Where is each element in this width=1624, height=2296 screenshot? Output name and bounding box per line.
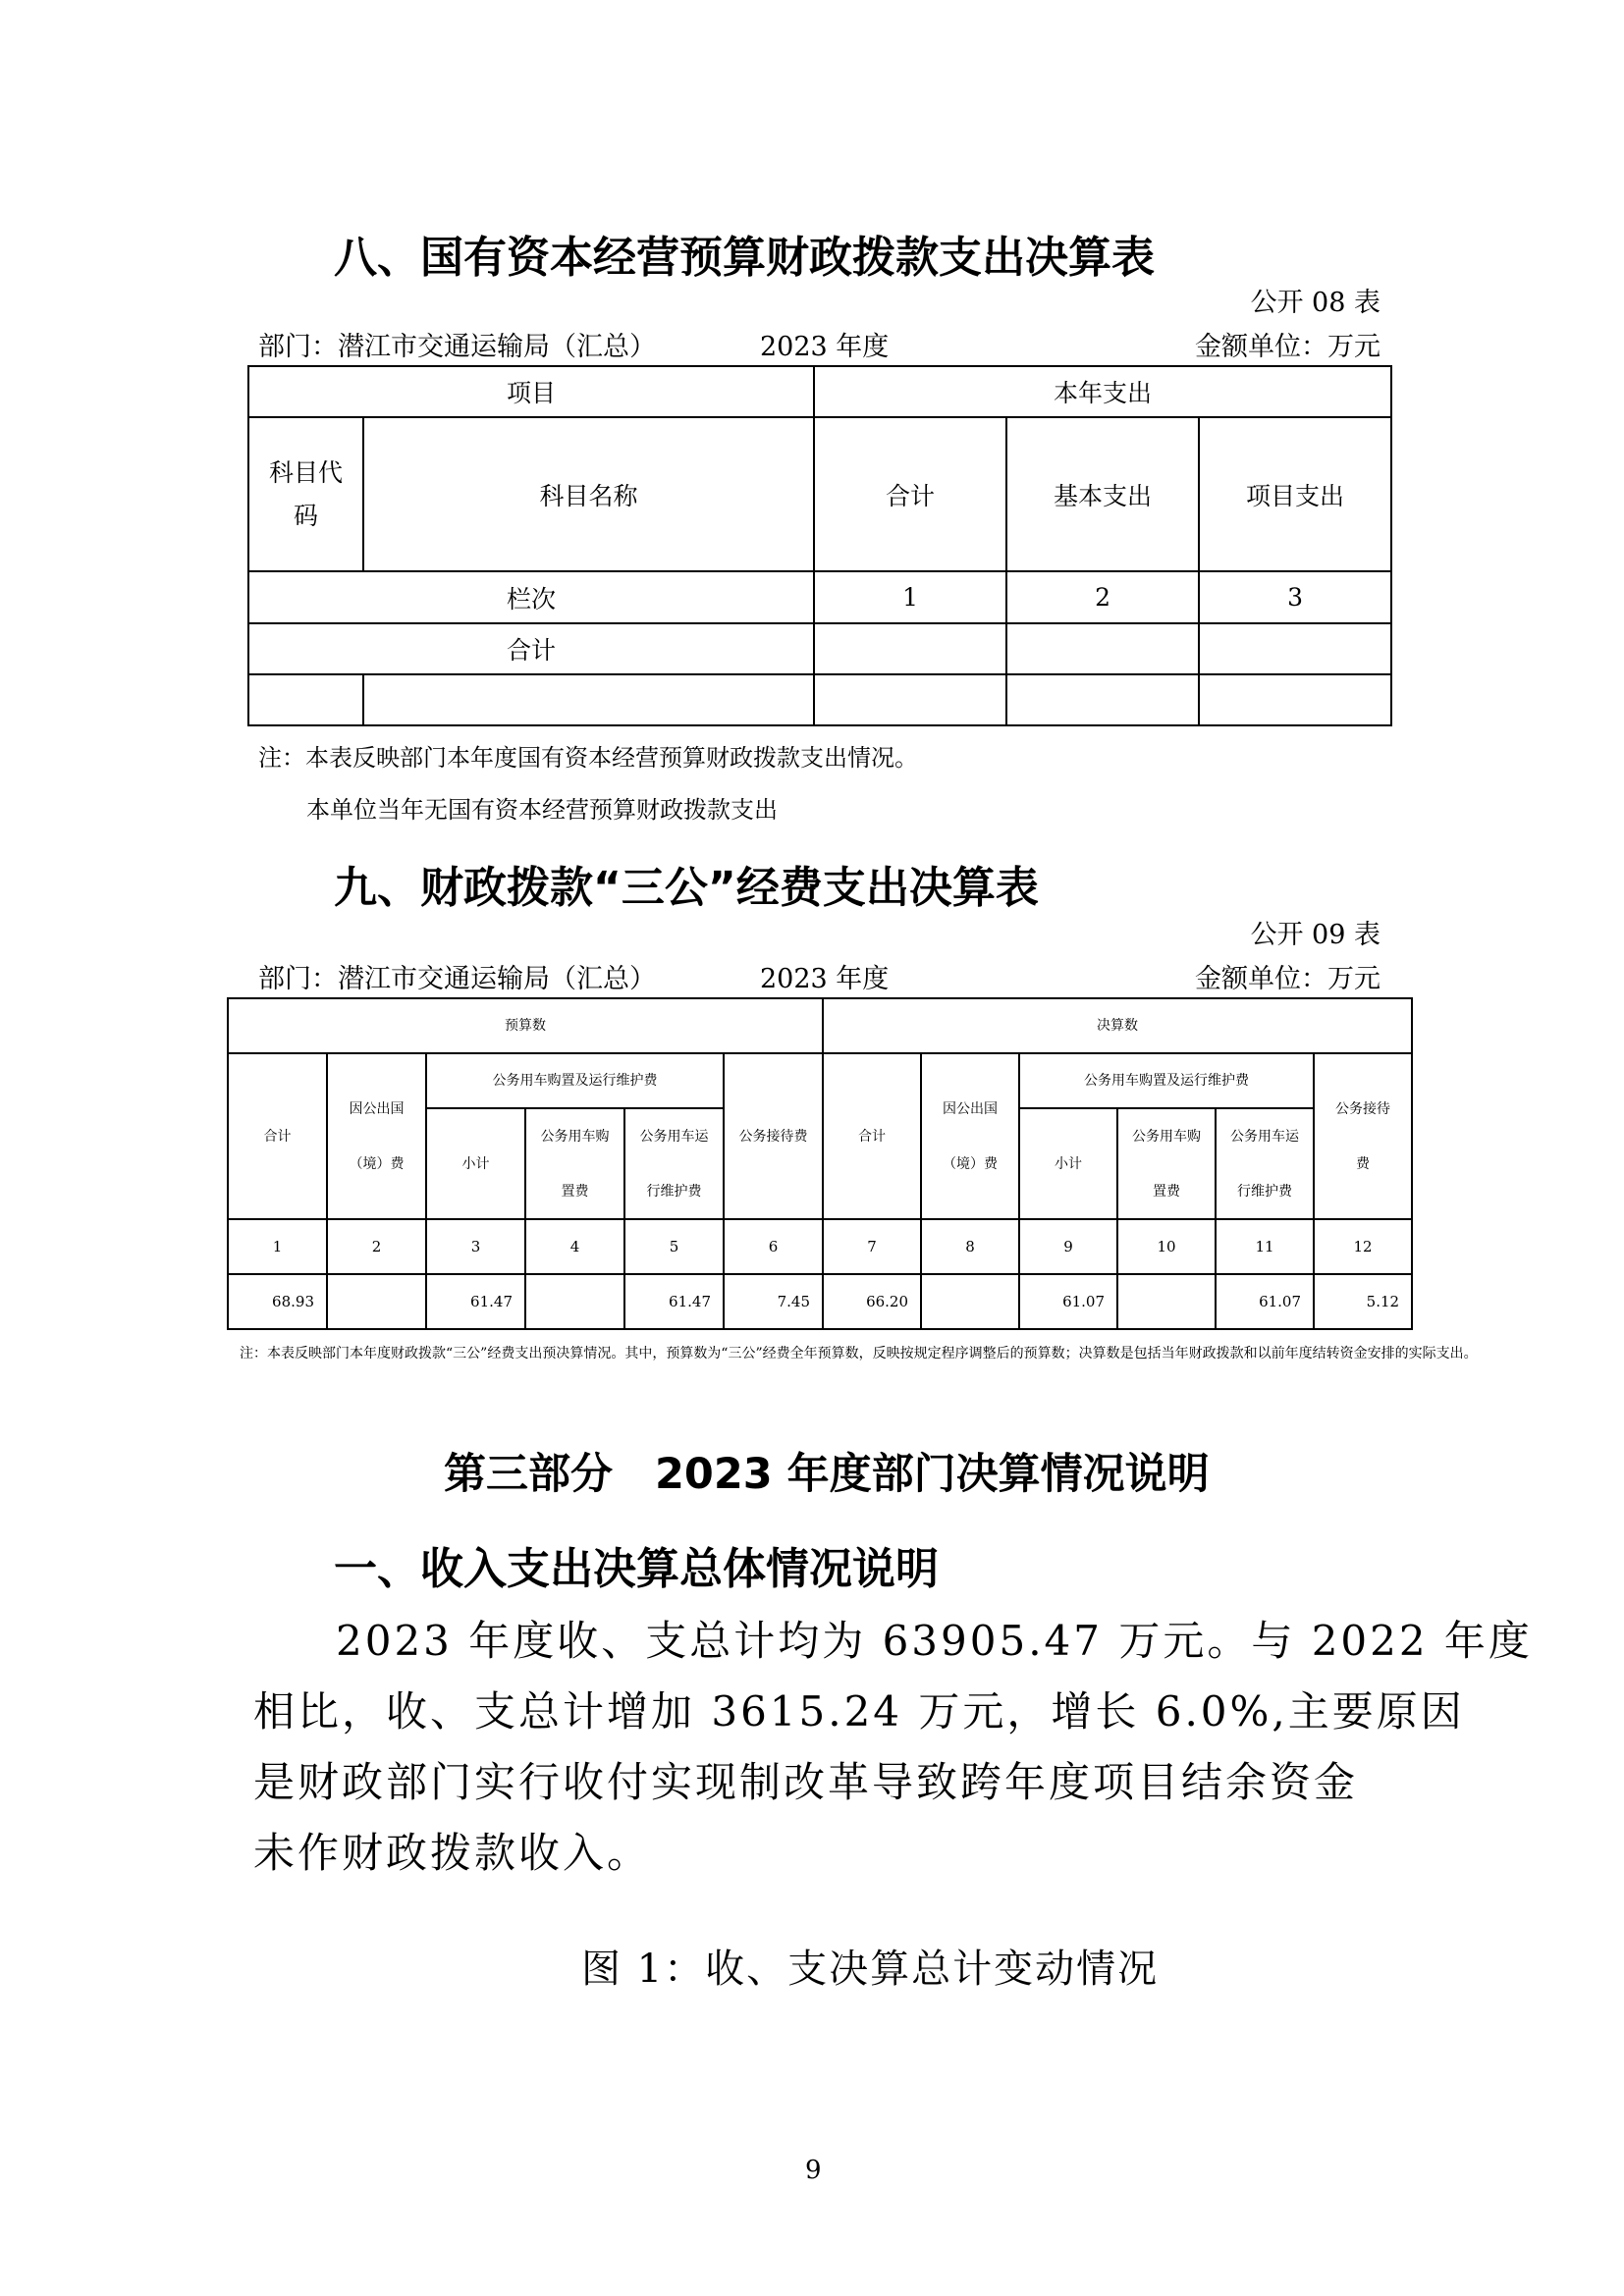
header-total: 合计 [823, 1053, 921, 1219]
index-cell: 2 [327, 1219, 426, 1274]
section9-title: 九、财政拨款“三公”经费支出决算表 [334, 863, 1039, 913]
header-abroad-line2: （境）费 [349, 1155, 405, 1172]
index-cell: 3 [426, 1219, 525, 1274]
index-cell: 8 [921, 1219, 1019, 1274]
row-index-label: 栏次 [248, 571, 814, 623]
paragraph-line: 未作财政拨款收入。 [253, 1829, 652, 1877]
header-operation-line1: 公务用车运 [1230, 1128, 1300, 1145]
header-purchase [1117, 1108, 1216, 1219]
header-purchase-line1: 公务用车购 [540, 1128, 610, 1145]
header-vehicle: 公务用车购置及运行维护费 [426, 1053, 724, 1108]
table-note: 注：本表反映部门本年度国有资本经营预算财政拨款支出情况。 [258, 744, 918, 772]
table-cell [1199, 623, 1391, 674]
header-abroad-line2: （境）费 [943, 1155, 999, 1172]
header-purchase-line2: 置费 [1153, 1183, 1181, 1200]
header-project-exp: 项目支出 [1199, 417, 1391, 571]
index-cell: 6 [724, 1219, 823, 1274]
header-code: 科目代码 [248, 417, 363, 571]
value-cell: 5.12 [1314, 1274, 1412, 1329]
header-name: 科目名称 [363, 417, 814, 571]
header-current-year: 本年支出 [814, 366, 1391, 417]
header-subtotal: 小计 [1019, 1108, 1117, 1219]
header-purchase-line1: 公务用车购 [1132, 1128, 1202, 1145]
header-reception: 公务接待费 [724, 1053, 823, 1219]
value-cell: 61.47 [624, 1274, 724, 1329]
paragraph-line: 相比，收、支总计增加 3615.24 万元，增长 6.0%,主要原因 [253, 1687, 1465, 1735]
header-reception-line2: 费 [1356, 1155, 1371, 1172]
section8-title: 八、国有资本经营预算财政拨款支出决算表 [334, 233, 1155, 283]
paragraph-line: 2023 年度收、支总计均为 63905.47 万元。与 2022 年度 [336, 1617, 1533, 1665]
value-cell: 61.47 [426, 1274, 525, 1329]
figure-caption: 图 1：收、支决算总计变动情况 [581, 1947, 1160, 1992]
state-capital-table [247, 365, 1392, 726]
table-number: 公开 09 表 [1250, 920, 1380, 950]
header-reception [1314, 1053, 1412, 1219]
header-abroad-line1: 因公出国 [349, 1100, 405, 1117]
table-cell [814, 674, 1006, 725]
table-cell [1006, 674, 1199, 725]
three-public-table [227, 997, 1413, 1330]
table-note: 注：本表反映部门本年度财政拨款“三公”经费支出预决算情况。其中，预算数为“三公”经费全年预算数，反映按规定程序调整后的预算数；决算数是包括当年财政拨款和以前年度结转资金安排的实际支出。 [240, 1346, 1478, 1362]
index-cell: 5 [624, 1219, 724, 1274]
body-paragraph [253, 1606, 1533, 1889]
header-abroad-line1: 因公出国 [943, 1100, 999, 1117]
header-subtotal: 小计 [426, 1108, 525, 1219]
unit-label: 金额单位：万元 [1195, 964, 1380, 994]
index-cell: 11 [1216, 1219, 1314, 1274]
value-cell [327, 1274, 426, 1329]
value-cell: 66.20 [823, 1274, 921, 1329]
header-operation-line1: 公务用车运 [639, 1128, 709, 1145]
row-index-cell: 1 [814, 571, 1006, 623]
row-total-label: 合计 [248, 623, 814, 674]
header-abroad [921, 1053, 1019, 1219]
row-index-cell: 2 [1006, 571, 1199, 623]
header-purchase-line2: 置费 [561, 1183, 589, 1200]
value-cell: 7.45 [724, 1274, 823, 1329]
table-note-2: 本单位当年无国有资本经营预算财政拨款支出 [306, 796, 778, 824]
table-cell [1006, 623, 1199, 674]
table-number: 公开 08 表 [1250, 288, 1380, 318]
header-operation [1216, 1108, 1314, 1219]
header-abroad [327, 1053, 426, 1219]
year-label: 2023 年度 [760, 964, 890, 994]
row-index-cell: 3 [1199, 571, 1391, 623]
value-cell [1117, 1274, 1216, 1329]
value-cell: 68.93 [228, 1274, 327, 1329]
value-cell: 61.07 [1216, 1274, 1314, 1329]
header-total: 合计 [228, 1053, 327, 1219]
index-cell: 1 [228, 1219, 327, 1274]
header-purchase [525, 1108, 624, 1219]
index-cell: 7 [823, 1219, 921, 1274]
header-operation-line2: 行维护费 [646, 1183, 702, 1200]
part3-title: 第三部分 2023 年度部门决算情况说明 [444, 1450, 1210, 1499]
department-label: 部门：潜江市交通运输局（汇总） [258, 964, 656, 994]
table-cell [1199, 674, 1391, 725]
table-cell [248, 674, 363, 725]
department-label: 部门：潜江市交通运输局（汇总） [258, 332, 656, 362]
header-total: 合计 [814, 417, 1006, 571]
index-cell: 9 [1019, 1219, 1117, 1274]
value-cell [525, 1274, 624, 1329]
header-operation [624, 1108, 724, 1219]
unit-label: 金额单位：万元 [1195, 332, 1380, 362]
table-cell [363, 674, 814, 725]
part3-subtitle: 一、收入支出决算总体情况说明 [334, 1544, 939, 1594]
paragraph-line: 是财政部门实行收付实现制改革导致跨年度项目结余资金 [253, 1758, 1359, 1806]
year-label: 2023 年度 [760, 332, 890, 362]
value-cell [921, 1274, 1019, 1329]
index-cell: 10 [1117, 1219, 1216, 1274]
index-cell: 12 [1314, 1219, 1412, 1274]
page-number: 9 [805, 2156, 822, 2185]
value-cell: 61.07 [1019, 1274, 1117, 1329]
header-budget: 预算数 [228, 998, 823, 1053]
header-final: 决算数 [823, 998, 1412, 1053]
header-project: 项目 [248, 366, 814, 417]
index-cell: 4 [525, 1219, 624, 1274]
header-vehicle: 公务用车购置及运行维护费 [1019, 1053, 1314, 1108]
table-cell [814, 623, 1006, 674]
header-basic: 基本支出 [1006, 417, 1199, 571]
header-operation-line2: 行维护费 [1237, 1183, 1293, 1200]
header-reception-line1: 公务接待 [1335, 1100, 1391, 1117]
